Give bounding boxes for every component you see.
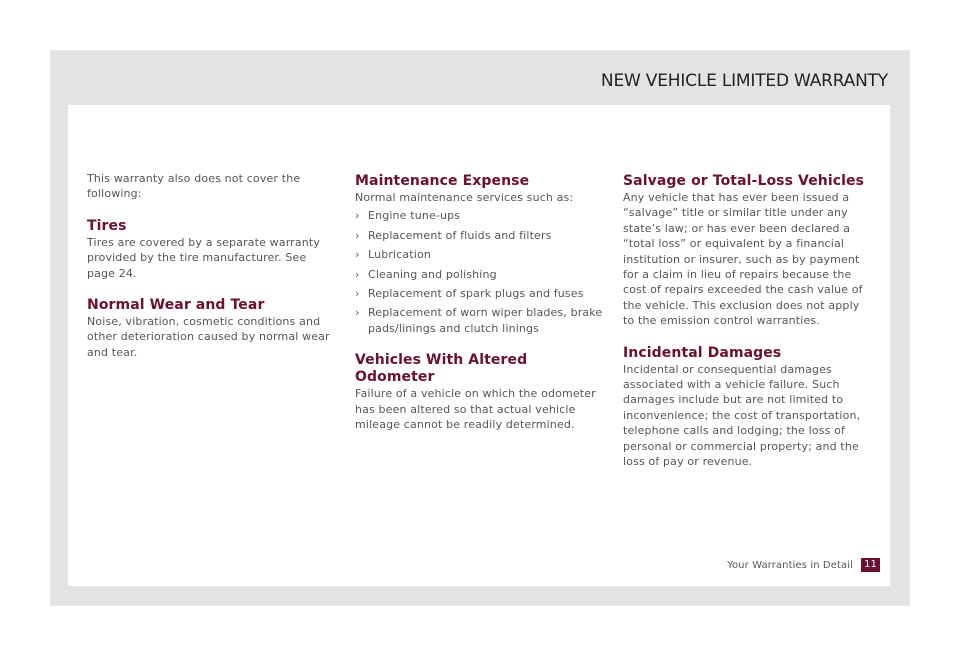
column-middle — [355, 173, 605, 432]
maintenance-intro: Normal maintenance services such as: — [355, 191, 574, 204]
section-heading-salvage: Salvage or Total-Loss Vehicles — [623, 173, 865, 189]
page-title: NEW VEHICLE LIMITED WARRANTY — [600, 71, 888, 91]
chevron-right-icon: › — [355, 306, 360, 320]
section-text-salvage: Any vehicle that has ever been issued a “salvage” title or similar title under any state’s law; or has ever been declared a “total loss” or equivalent by a financial institution or insurer, such as by payment for a claim in lieu of repairs because the cost of repairs exceeded the cash value of the vehicle. This exclusion does not apply to the emission control warranties. — [623, 191, 863, 328]
content-panel — [68, 105, 890, 586]
section-heading-odometer: Vehicles With Altered Odometer — [355, 352, 528, 386]
list-item: › Replacement of fluids and filters — [355, 228, 552, 242]
chevron-right-icon: › — [355, 287, 360, 301]
page-number-badge: 11 — [861, 558, 880, 572]
section-text-normal-wear: Noise, vibration, cosmetic conditions and other deterioration caused by normal wear and tear. — [87, 315, 330, 359]
list-item: › Cleaning and polishing — [355, 267, 497, 281]
list-item: › Engine tune-ups — [355, 209, 461, 223]
chevron-right-icon: › — [355, 267, 360, 281]
column-right — [623, 173, 873, 470]
column-left — [87, 171, 332, 360]
chevron-right-icon: › — [355, 228, 360, 242]
section-text-tires: Tires are covered by a separate warranty provided by the tire manufacturer. See page 24. — [87, 235, 320, 280]
page-frame — [50, 50, 910, 606]
chevron-right-icon: › — [355, 248, 360, 262]
section-text-odometer: Failure of a vehicle on which the odometer has been altered so that actual vehicle mileage cannot be readily determined. — [355, 387, 596, 432]
section-heading-normal-wear: Normal Wear and Tear — [87, 297, 265, 314]
footer-section-label: Your Warranties in Detail — [727, 559, 853, 571]
maintenance-list — [355, 208, 605, 336]
page-footer — [727, 558, 880, 572]
chevron-right-icon: › — [355, 209, 360, 223]
section-heading-incidental: Incidental Damages — [623, 344, 782, 361]
section-heading-maintenance: Maintenance Expense — [355, 173, 530, 189]
list-item: › Replacement of spark plugs and fuses — [355, 287, 584, 301]
list-item: › Replacement of worn wiper blades, brake pads/linings and clutch linings — [355, 306, 603, 335]
intro-text: This warranty also does not cover the following: — [87, 172, 301, 201]
section-heading-tires: Tires — [87, 217, 127, 234]
list-item: › Lubrication — [355, 248, 431, 262]
section-text-incidental: Incidental or consequential damages associated with a vehicle failure. Such damages include but are not limited to inconvenience; the cost of transportation, telephone calls and lodging; the loss of personal or commercial property; and the loss of pay or revenue. — [623, 362, 861, 469]
